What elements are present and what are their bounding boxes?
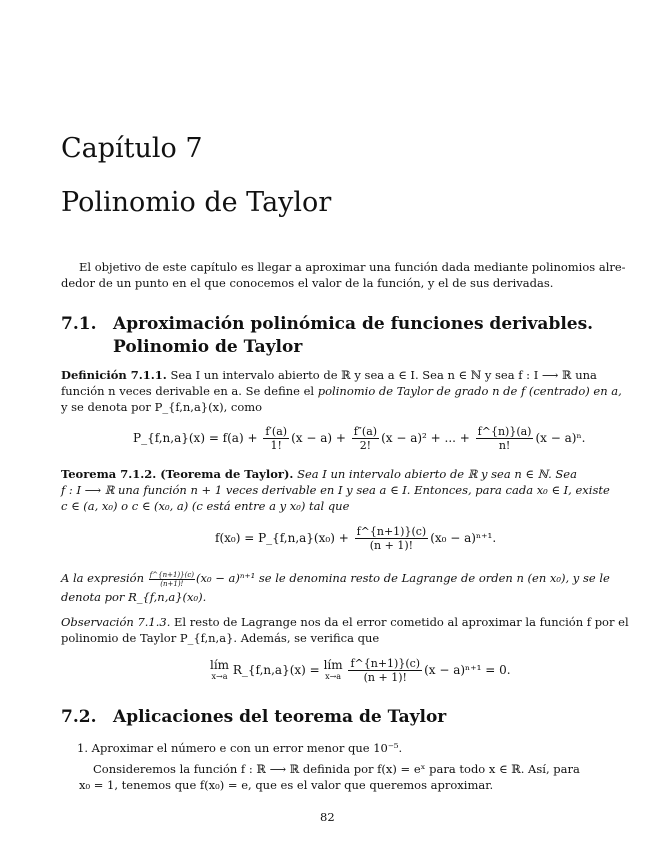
theorem-label: Teorema 7.1.2. (Teorema de Taylor). xyxy=(61,467,294,481)
lagrange-line1-a: A la expresión xyxy=(61,571,145,585)
taylor-theorem-formula xyxy=(215,525,496,552)
section-1-number: 7.1. xyxy=(61,314,97,334)
list-item-1 xyxy=(77,740,402,756)
theorem-line-1 xyxy=(61,466,577,482)
definition-line2-b: polinomio de Taylor de grado n de f (centrado) en a, xyxy=(317,384,622,398)
f2-num: f^{n+1)}(c) xyxy=(356,525,427,538)
f1-lhs: P_{f,n,a}(x) = f(a) + xyxy=(133,431,258,445)
section-1-title-line2: Polinomio de Taylor xyxy=(113,337,303,357)
f1-t3-rest: (x − a)ⁿ. xyxy=(535,431,586,445)
f3-lim1-text: lím xyxy=(210,657,230,672)
list-item-1-marker: 1. xyxy=(77,741,88,755)
f3-den: (n + 1)! xyxy=(363,671,407,684)
definition-line-3: y se denota por P_{f,n,a}(x), como xyxy=(61,400,263,414)
section-1-title-line1: Aproximación polinómica de funciones derivables. xyxy=(113,314,594,334)
f3-lim2-text: lím xyxy=(323,657,343,672)
f1-term1-fraction xyxy=(263,425,289,452)
definition-line2-a: función n veces derivable en a. Se define el xyxy=(61,384,318,398)
f1-t3-num: f^{n)}(a) xyxy=(477,425,532,438)
f1-t2-num: f″(a) xyxy=(353,425,378,438)
section-2-title: Aplicaciones del teorema de Taylor xyxy=(113,707,447,727)
f3-lim1-sub: x→a xyxy=(211,671,228,681)
f1-t1-num: f′(a) xyxy=(265,425,288,438)
f3-lim1 xyxy=(210,657,230,682)
intro-line-1: El objetivo de este capítulo es llegar a aproximar una función dada mediante polinomios alre- xyxy=(79,260,626,274)
section-2-number: 7.2. xyxy=(61,707,97,727)
f1-t1-rest: (x − a) + xyxy=(291,431,346,445)
lagrange-line-1 xyxy=(61,570,610,588)
lagrange-line1-b: (x₀ − a)ⁿ⁺¹ se le denomina resto de Lagrange de orden n (en x₀), y se le xyxy=(195,571,610,585)
observation-line-1 xyxy=(61,614,629,630)
page-number: 82 xyxy=(320,810,335,824)
definition-line-1 xyxy=(61,367,597,383)
lagrange-inline-fraction xyxy=(149,571,195,588)
f3-mid: R_{f,n,a}(x) = xyxy=(232,663,320,677)
definition-line1-text: Sea I un intervalo abierto de ℝ y sea a ∈ I. Sea n ∈ ℕ y sea f : I ⟶ ℝ una xyxy=(170,368,597,382)
chapter-title: Polinomio de Taylor xyxy=(61,187,332,218)
lagrange-line-2: denota por R_{f,n,a}(x₀). xyxy=(61,590,207,604)
f3-lim2 xyxy=(323,657,343,682)
section-2-heading xyxy=(61,707,446,727)
f3-num: f^{n+1)}(c) xyxy=(350,657,421,670)
taylor-polynomial-formula xyxy=(133,425,585,452)
lagrange-limit-formula xyxy=(210,657,511,684)
f2-fraction xyxy=(355,525,429,552)
theorem-line1-text: Sea I un intervalo abierto de ℝ y sea n ∈ ℕ. Sea xyxy=(297,467,577,481)
f1-t3-den: n! xyxy=(498,439,511,452)
list-para-line-2: x₀ = 1, tenemos que f(x₀) = e, que es el valor que queremos aproximar. xyxy=(79,778,494,792)
f3-fraction xyxy=(348,657,422,684)
f3-lim2-sub: x→a xyxy=(325,671,342,681)
list-para-line-1: Consideremos la función f : ℝ ⟶ ℝ definida por f(x) = eˣ para todo x ∈ ℝ. Así, para xyxy=(93,762,580,776)
observation-line1-text: El resto de Lagrange nos da el error cometido al aproximar la función f por el xyxy=(174,615,629,629)
f2-den: (n + 1)! xyxy=(369,539,414,552)
definition-line-2 xyxy=(61,383,622,399)
f2-rest: (x₀ − a)ⁿ⁺¹. xyxy=(430,531,497,545)
chapter-label: Capítulo 7 xyxy=(61,133,203,164)
intro-line-2: dedor de un punto en el que conocemos el valor de la función, y el de sus derivadas. xyxy=(61,276,554,290)
theorem-line-3: c ∈ (a, x₀) o c ∈ (x₀, a) (c está entre a y x₀) tal que xyxy=(61,499,350,513)
f1-term2-fraction xyxy=(352,425,379,452)
f3-rest: (x − a)ⁿ⁺¹ = 0. xyxy=(424,663,511,677)
definition-label: Definición 7.1.1. xyxy=(61,368,167,382)
list-item-1-text: Aproximar el número e con un error menor que 10⁻⁵. xyxy=(91,741,403,755)
observation-line-2: polinomio de Taylor P_{f,n,a}. Además, se verifica que xyxy=(61,631,380,645)
observation-label: Observación 7.1.3. xyxy=(61,615,171,629)
f2-lhs: f(x₀) = P_{f,n,a}(x₀) + xyxy=(215,531,349,545)
section-1-heading xyxy=(61,314,593,334)
f1-t2-rest: (x − a)² + ... + xyxy=(381,431,470,445)
f1-t1-den: 1! xyxy=(270,439,282,452)
f1-term3-fraction xyxy=(476,425,534,452)
f1-t2-den: 2! xyxy=(359,439,372,452)
lagrange-sf-den: (n+1)! xyxy=(160,579,184,588)
lagrange-sf-num: f^{n+1)}(c) xyxy=(149,570,194,579)
theorem-line-2: f : I ⟶ ℝ una función n + 1 veces derivable en I y sea a ∈ I. Entonces, para cada x₀ ∈ I, existe xyxy=(61,483,610,497)
